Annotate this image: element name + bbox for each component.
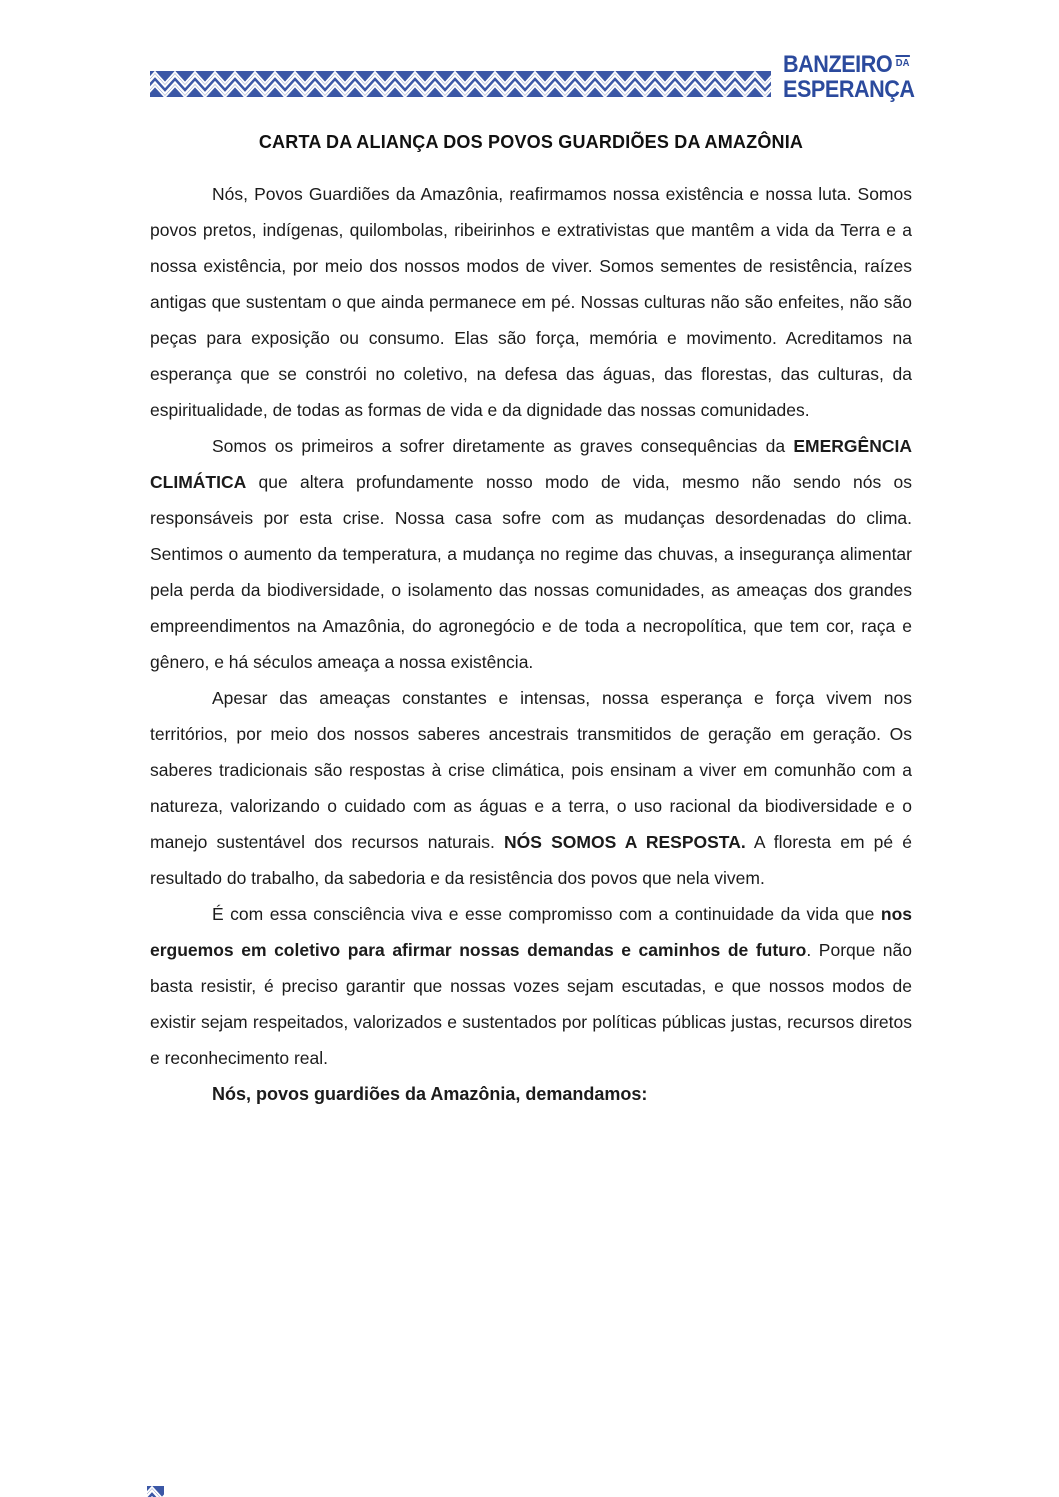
logo-word-banzeiro: BANZEIRO: [783, 51, 893, 78]
text-run: Nós, Povos Guardiões da Amazônia, reafirmamos nossa existência e nossa luta. Somos povos pretos, indígenas, quilombolas, ribeirinhos e extrativistas que mantêm a vida da Terra e a nossa existência, por meio dos nossos modos de viver. Somos sementes de resistência, raízes antigas que sustentam o que ainda permanece em pé. Nossas culturas não são enfeites, não são peças para exposição ou consumo. Elas são força, memória e movimento. Acreditamos na esperança que se constrói no coletivo, na defesa das águas, das florestas, das culturas, da espiritualidade, de todas as formas de vida e da dignidade das nossas comunidades.: [150, 184, 912, 420]
paragraph: [150, 896, 912, 1076]
logo-line-2: [783, 77, 915, 102]
body-text: [150, 176, 912, 1112]
paragraph: [150, 428, 912, 680]
closing-heading: Nós, povos guardiões da Amazônia, demandamos:: [212, 1084, 648, 1104]
text-run: Somos os primeiros a sofrer diretamente as graves consequências da: [212, 436, 794, 456]
paragraph: [150, 176, 912, 428]
logo-word-esperanca: ESPERANÇA: [783, 76, 915, 103]
zigzag-pattern-band: [150, 71, 771, 97]
paragraph: [150, 680, 912, 896]
text-run: Apesar das ameaças constantes e intensas, nossa esperança e força vivem nos territórios, por meio dos nossos saberes ancestrais transmitidos de geração em geração. Os saberes tradicionais são respostas à crise climática, pois ensinam a viver em comunhão com a natureza, valorizando o cuidado com as águas e a terra, o uso racional da biodiversidade e o manejo sustentável dos recursos naturais.: [150, 688, 912, 852]
logo-line-1: [783, 52, 915, 77]
bold-text-run: EMERGÊNCIA CLIMÁTICA: [150, 436, 912, 492]
body-paragraphs: [150, 176, 912, 1076]
next-page-pattern-fragment: [147, 1486, 164, 1497]
text-run: que altera profundamente nosso modo de vida, mesmo não sendo nós os responsáveis por esta crise. Nossa casa sofre com as mudanças desordenadas do clima. Sentimos o aumento da temperatura, a mudança no regime das chuvas, a insegurança alimentar pela perda da biodiversidade, o isolamento das nossas comunidades, as ameaças dos grandes empreendimentos na Amazônia, do agronegócio e de toda a necropolítica, que tem cor, raça e gênero, e há séculos ameaça a nossa existência.: [150, 472, 912, 672]
text-run: . Porque não basta resistir, é preciso garantir que nossas vozes sejam escutadas, e que nossos modos de existir sejam respeitados, valorizados e sustentados por políticas públicas justas, recursos diretos e reconhecimento real.: [150, 940, 912, 1068]
logo-word-da: DA: [895, 57, 910, 69]
banzeiro-da-esperanca-logo: [783, 52, 915, 102]
bold-text-run: NÓS SOMOS A RESPOSTA.: [504, 832, 746, 852]
text-run: A floresta em pé é resultado do trabalho, da sabedoria e da resistência dos povos que nela vivem.: [150, 832, 913, 888]
page-title: CARTA DA ALIANÇA DOS POVOS GUARDIÕES DA AMAZÔNIA: [258, 132, 804, 152]
text-run: É com essa consciência viva e esse compromisso com a continuidade da vida que: [212, 904, 881, 924]
bold-text-run: nos erguemos em coletivo para afirmar nossas demandas e caminhos de futuro: [150, 904, 912, 960]
